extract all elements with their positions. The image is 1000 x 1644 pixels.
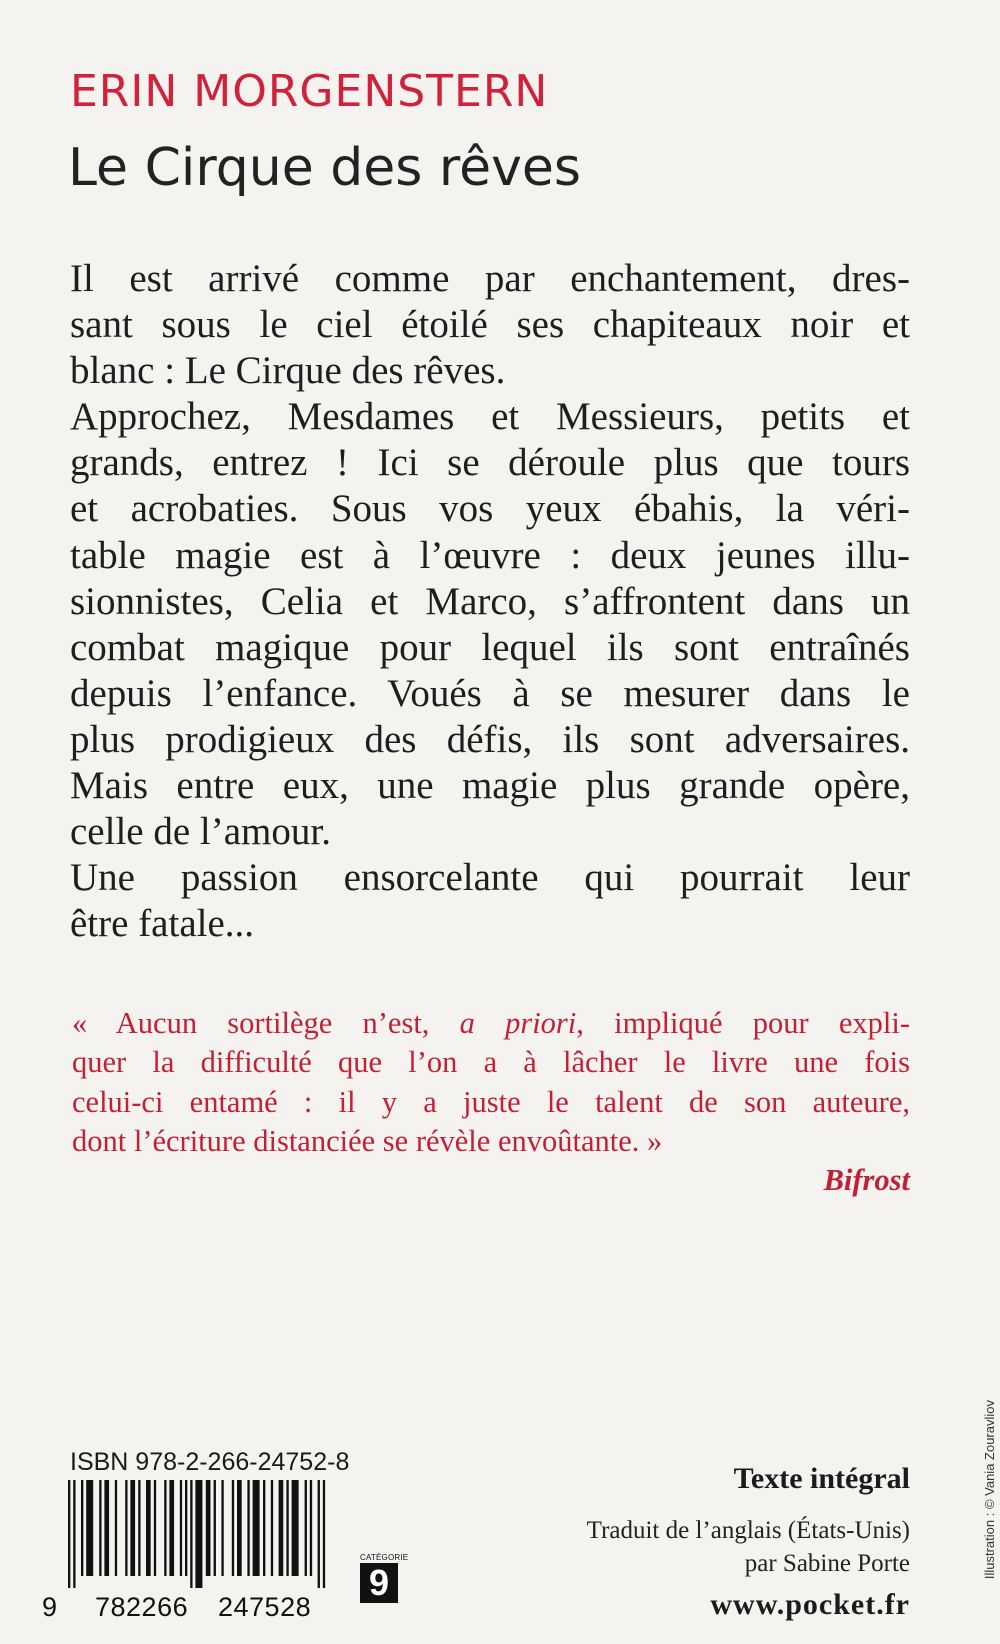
blurb-line: sionnistes, Celia et Marco, s’affrontent dans un: [70, 579, 910, 623]
barcode-bars: [64, 1480, 344, 1588]
barcode-bar: [318, 1480, 320, 1588]
review-quote: [72, 1004, 910, 1200]
blurb-line: Mais entre eux, une magie plus grande opère,: [70, 764, 910, 808]
category-badge: [360, 1553, 409, 1605]
translation-credit: [510, 1514, 910, 1580]
quote-line: celui-ci entamé : il y a juste le talent de son auteure,: [72, 1084, 910, 1119]
barcode-bar: [81, 1480, 83, 1576]
barcode-bar: [115, 1480, 117, 1576]
barcode-bar: [164, 1480, 166, 1576]
barcode-bar: [206, 1480, 211, 1576]
quote-text: « Aucun sortilège n’est,: [72, 1006, 460, 1040]
author-name: ERIN MORGENSTERN: [70, 66, 549, 117]
barcode-bar: [214, 1480, 216, 1576]
barcode-bar: [190, 1480, 192, 1588]
quote-line: dont l’écriture distanciée se révèle envoûtante. »: [72, 1123, 663, 1158]
blurb-line: Il est arrivé comme par enchantement, dres-: [70, 257, 910, 300]
barcode-bar: [263, 1480, 265, 1576]
blurb-line: Approchez, Mesdames et Messieurs, petits et: [70, 395, 910, 439]
publisher-website[interactable]: www.pocket.fr: [710, 1588, 910, 1621]
barcode-bar: [130, 1480, 135, 1576]
barcode-bar: [146, 1480, 151, 1576]
barcode-bar: [154, 1480, 156, 1576]
barcode-bar: [247, 1480, 249, 1576]
quote-text: , impliqué pour expli-: [576, 1006, 910, 1040]
barcode-bar: [221, 1480, 223, 1576]
barcode-bar: [253, 1480, 260, 1576]
barcode-bar: [138, 1480, 140, 1576]
blurb-line: Une passion ensorcelante qui pourrait leur: [70, 856, 910, 900]
isbn-label: ISBN 978-2-266-24752-8: [70, 1448, 350, 1476]
quote-italic: a priori: [459, 1006, 577, 1040]
barcode-bar: [305, 1480, 307, 1576]
barcode-bar: [237, 1480, 242, 1576]
blurb-line: table magie est à l’œuvre : deux jeunes illu-: [70, 533, 910, 577]
category-label: CATÉGORIE: [360, 1553, 409, 1562]
barcode-bar: [73, 1480, 75, 1588]
blurb-line: sant sous le ciel étoilé ses chapiteaux noir et: [70, 303, 910, 347]
translator-line: par Sabine Porte: [744, 1550, 910, 1577]
translation-line: Traduit de l’anglais (États-Unis): [586, 1517, 910, 1544]
blurb-line: celle de l’amour.: [70, 810, 331, 854]
quote-line: [72, 1004, 910, 1043]
blurb-line: et acrobaties. Sous vos yeux ébahis, la véri-: [70, 487, 910, 531]
barcode-bar: [195, 1480, 202, 1588]
barcode-bar: [169, 1480, 174, 1576]
book-title: Le Cirque des rêves: [68, 138, 581, 198]
barcode-bar: [323, 1480, 325, 1588]
category-number: 9: [360, 1563, 398, 1603]
barcode-first-digit: 9: [42, 1592, 58, 1622]
barcode-bar: [180, 1480, 182, 1576]
blurb-line: blanc : Le Cirque des rêves.: [70, 349, 506, 393]
barcode-bar: [310, 1480, 312, 1576]
barcode-bar: [86, 1480, 93, 1576]
barcode-bar: [232, 1480, 234, 1576]
blurb-line: grands, entrez ! Ici se déroule plus que tours: [70, 441, 910, 485]
blurb-line: combat magique pour lequel ils sont entraînés: [70, 625, 910, 669]
blurb-line: plus prodigieux des défis, ils sont adversaires.: [70, 717, 910, 761]
quote-source: Bifrost: [823, 1163, 910, 1198]
barcode-bar: [286, 1480, 288, 1576]
barcode-bar: [292, 1480, 299, 1576]
edition-note: Texte intégral: [733, 1462, 910, 1495]
barcode-bar: [271, 1480, 273, 1576]
barcode: [40, 1480, 360, 1620]
blurb-line: depuis l’enfance. Voués à se mesurer dans le: [70, 671, 910, 715]
barcode-bar: [99, 1480, 101, 1576]
blurb-line: être fatale...: [70, 902, 255, 946]
barcode-bar: [68, 1480, 70, 1588]
barcode-bar: [104, 1480, 109, 1576]
barcode-bar: [185, 1480, 187, 1576]
barcode-bar: [279, 1480, 284, 1576]
illustration-credit: Illustration : © Vania Zouravliov: [982, 1400, 997, 1580]
barcode-digits-right: 247528: [218, 1592, 312, 1622]
quote-line: quer la difficulté que l’on a à lâcher le livre une fois: [72, 1045, 910, 1080]
blurb: [70, 256, 910, 947]
barcode-bar: [125, 1480, 127, 1576]
barcode-digits-left: 782266: [95, 1592, 189, 1622]
